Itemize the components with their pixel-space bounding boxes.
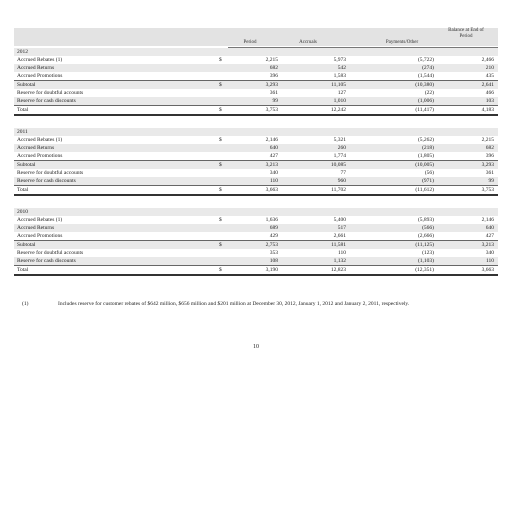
footnote-text: Includes reserve for customer rebates of $642 million, $656 million and $201 million at December 30, 2012, January 1, 2012 and January 2, 2011, respectively. (58, 301, 410, 307)
value-beginning-balance: 99 (272, 98, 278, 104)
row-label: Accrued Promotions (17, 73, 63, 79)
value-payments: (1,805) (417, 153, 434, 159)
table-row (14, 80, 498, 89)
row-label: Accrued Returns (17, 145, 55, 151)
row-label: Reserve for doubtful accounts (17, 170, 84, 176)
row-label: Accrued Rebates (1) (17, 57, 63, 63)
table-row (14, 97, 498, 105)
value-accruals: 260 (337, 145, 346, 151)
value-beginning-balance: 429 (269, 233, 278, 239)
value-beginning-balance: 640 (269, 145, 278, 151)
value-accruals: 5,973 (333, 57, 346, 63)
section-2011 (14, 128, 498, 196)
table-row (14, 72, 498, 80)
value-beginning-balance: 396 (269, 73, 278, 79)
value-ending-balance: 340 (485, 250, 494, 256)
value-ending-balance: 3,293 (481, 162, 494, 168)
row-label: Subtotal (17, 162, 36, 168)
row-label: Total (17, 187, 29, 193)
value-ending-balance: 682 (485, 145, 494, 151)
value-payments: (11,125) (415, 242, 434, 248)
value-beginning-balance: 3,753 (265, 107, 278, 113)
table-row (14, 160, 498, 169)
value-beginning-balance: 2,215 (265, 57, 278, 63)
value-payments: (274) (422, 65, 434, 71)
footnote-mark: (1) (22, 301, 29, 307)
value-beginning-balance: 3,190 (265, 267, 278, 273)
value-accruals: 517 (337, 225, 346, 231)
row-label: Reserve for doubtful accounts (17, 90, 84, 96)
currency-symbol: $ (219, 137, 222, 143)
currency-symbol: $ (219, 187, 222, 193)
table-row (14, 232, 498, 240)
year-label: 2010 (17, 209, 28, 215)
value-payments: (1,544) (417, 73, 434, 79)
table-row (14, 169, 498, 177)
year-heading (14, 48, 498, 56)
row-label: Reserve for cash discounts (17, 258, 76, 264)
value-payments: (12,351) (415, 267, 434, 273)
value-payments: (22) (424, 90, 434, 96)
row-label: Subtotal (17, 82, 36, 88)
value-payments: (1,006) (417, 98, 434, 104)
value-beginning-balance: 3,663 (265, 187, 278, 193)
currency-symbol: $ (219, 217, 222, 223)
column-header-payments: Payments/Other (385, 40, 419, 45)
table-row (14, 64, 498, 72)
value-accruals: 5,400 (333, 217, 346, 223)
value-payments: (123) (422, 250, 434, 256)
currency-symbol: $ (219, 267, 222, 273)
table-row (14, 89, 498, 97)
value-beginning-balance: 1,636 (265, 217, 278, 223)
value-accruals: 11,105 (331, 82, 346, 88)
row-label: Total (17, 267, 29, 273)
value-payments: (2,666) (417, 233, 434, 239)
value-payments: (56) (424, 170, 434, 176)
value-ending-balance: 210 (485, 65, 494, 71)
row-label: Accrued Promotions (17, 153, 63, 159)
value-ending-balance: 640 (485, 225, 494, 231)
value-payments: (218) (422, 145, 434, 151)
value-ending-balance: 99 (488, 178, 494, 184)
value-payments: (1,103) (417, 258, 434, 264)
column-header-accruals: Accruals (299, 40, 317, 45)
table-row (14, 136, 498, 144)
value-payments: (5,262) (417, 137, 434, 143)
value-beginning-balance: 2,146 (265, 137, 278, 143)
value-beginning-balance: 3,293 (265, 82, 278, 88)
table-row (14, 224, 498, 232)
value-payments: (566) (422, 225, 434, 231)
value-payments: (10,380) (415, 82, 434, 88)
row-label: Accrued Rebates (1) (17, 137, 63, 143)
value-beginning-balance: 682 (269, 65, 278, 71)
value-accruals: 2,661 (333, 233, 346, 239)
value-accruals: 1,583 (333, 73, 346, 79)
value-beginning-balance: 689 (269, 225, 278, 231)
table-row (14, 249, 498, 257)
value-accruals: 1,132 (333, 258, 346, 264)
currency-symbol: $ (219, 82, 222, 88)
value-ending-balance: 435 (485, 73, 494, 79)
value-accruals: 11,581 (331, 242, 346, 248)
value-ending-balance: 2,146 (481, 217, 494, 223)
row-label: Total (17, 107, 29, 113)
row-label: Accrued Promotions (17, 233, 63, 239)
section-2012 (14, 48, 498, 116)
value-ending-balance: 3,753 (481, 187, 494, 193)
column-header-period: Period (243, 40, 257, 45)
value-accruals: 1,774 (333, 153, 346, 159)
table-row (14, 216, 498, 224)
section-2010 (14, 208, 498, 276)
table-row (14, 56, 498, 64)
value-ending-balance: 396 (485, 153, 494, 159)
table-row (14, 105, 498, 116)
value-accruals: 127 (337, 90, 346, 96)
value-beginning-balance: 2,753 (265, 242, 278, 248)
value-accruals: 11,702 (331, 187, 346, 193)
value-accruals: 542 (337, 65, 346, 71)
row-label: Accrued Returns (17, 65, 55, 71)
value-ending-balance: 103 (485, 98, 494, 104)
value-payments: (11,612) (415, 187, 434, 193)
value-payments: (5,722) (417, 57, 434, 63)
value-accruals: 12,242 (330, 107, 346, 113)
row-label: Accrued Returns (17, 225, 55, 231)
year-label: 2011 (17, 129, 28, 135)
currency-symbol: $ (219, 57, 222, 63)
table-row (14, 265, 498, 276)
row-label: Subtotal (17, 242, 36, 248)
value-beginning-balance: 427 (269, 153, 278, 159)
table-row (14, 152, 498, 160)
value-ending-balance: 361 (485, 170, 494, 176)
table-row (14, 257, 498, 265)
row-label: Reserve for cash discounts (17, 178, 76, 184)
row-label: Reserve for doubtful accounts (17, 250, 84, 256)
value-ending-balance: 110 (485, 258, 494, 264)
value-beginning-balance: 110 (269, 178, 278, 184)
row-label: Reserve for cash discounts (17, 98, 76, 104)
currency-symbol: $ (219, 242, 222, 248)
value-beginning-balance: 361 (269, 90, 278, 96)
column-header-balance: Balance at End of Period (448, 28, 484, 39)
table-row (14, 240, 498, 249)
value-beginning-balance: 108 (269, 258, 278, 264)
value-ending-balance: 4,183 (481, 107, 494, 113)
value-accruals: 5,321 (333, 137, 346, 143)
year-label: 2012 (17, 49, 28, 55)
page-number: 10 (253, 344, 259, 350)
value-ending-balance: 2,641 (481, 82, 494, 88)
value-payments: (971) (422, 178, 434, 184)
currency-symbol: $ (219, 162, 222, 168)
value-ending-balance: 427 (485, 233, 494, 239)
value-accruals: 960 (337, 178, 346, 184)
value-ending-balance: 3,213 (481, 242, 494, 248)
value-ending-balance: 3,663 (481, 267, 494, 273)
value-beginning-balance: 3,213 (265, 162, 278, 168)
value-payments: (5,893) (417, 217, 434, 223)
value-payments: (11,417) (415, 107, 434, 113)
table-row (14, 185, 498, 196)
year-heading (14, 208, 498, 216)
table-row (14, 144, 498, 152)
value-accruals: 10,085 (330, 162, 346, 168)
value-ending-balance: 2,215 (481, 137, 494, 143)
value-accruals: 12,823 (330, 267, 346, 273)
value-beginning-balance: 340 (269, 170, 278, 176)
value-accruals: 77 (340, 170, 346, 176)
value-accruals: 1,010 (333, 98, 346, 104)
currency-symbol: $ (219, 107, 222, 113)
row-label: Accrued Rebates (1) (17, 217, 63, 223)
value-beginning-balance: 353 (269, 250, 278, 256)
value-ending-balance: 466 (485, 90, 494, 96)
table-row (14, 177, 498, 185)
value-payments: (10,005) (415, 162, 434, 168)
value-ending-balance: 2,466 (481, 57, 494, 63)
year-heading (14, 128, 498, 136)
value-accruals: 110 (337, 250, 346, 256)
